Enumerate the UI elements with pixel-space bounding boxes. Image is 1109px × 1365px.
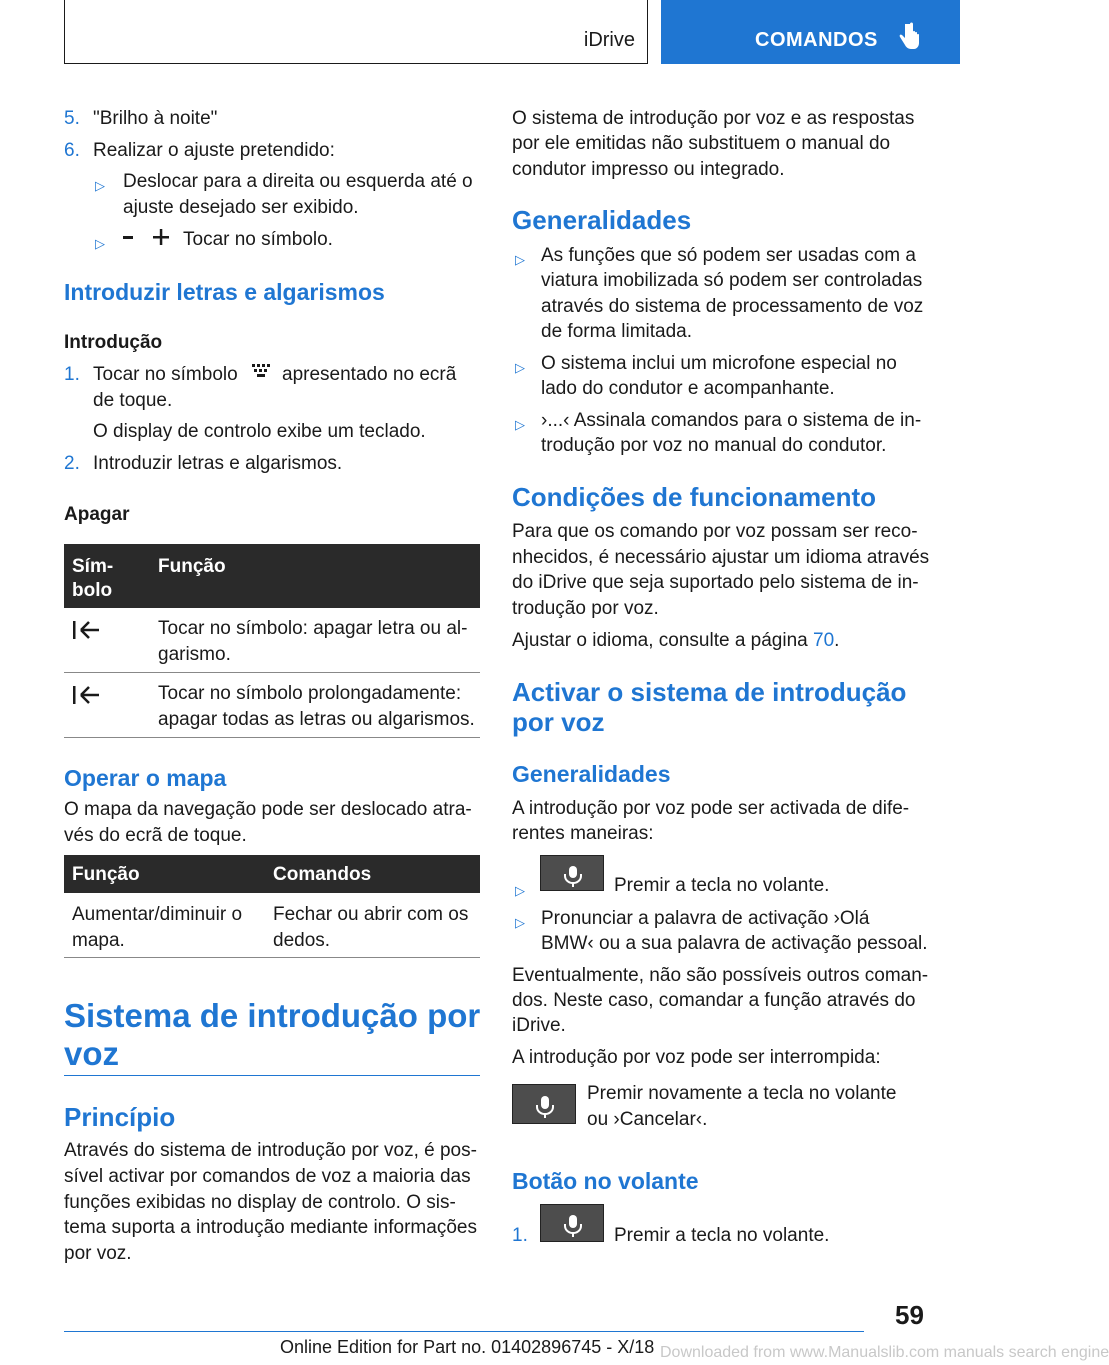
footer-rule — [64, 1331, 864, 1332]
heading-generalidades-2: Generalidades — [512, 761, 671, 787]
paragraph-line: por voz. — [64, 1243, 132, 1264]
table-cell: Aumentar/diminuir o — [72, 904, 243, 925]
step-number: 2. — [64, 453, 80, 474]
bullet-triangle-icon: ▷ — [95, 178, 105, 193]
backspace-icon — [72, 620, 100, 640]
table-cell: dedos. — [273, 930, 331, 951]
heading-principio: Princípio — [64, 1102, 176, 1132]
bullet-text: trodução por voz no manual do condutor. — [541, 435, 887, 456]
header-chapter-tab — [661, 0, 960, 64]
bullet-text: viatura imobilizada só podem ser controladas — [541, 270, 923, 291]
step-5 — [64, 106, 218, 131]
paragraph-line: A introdução por voz pode ser activada de dife- — [512, 798, 910, 819]
bullet-text: ›...‹ Assinala comandos para o sistema de in- — [541, 410, 922, 431]
bullet-text: Tocar no símbolo. — [183, 229, 333, 250]
hand-pointer-icon — [897, 22, 921, 52]
step-text: apresentado no ecrã — [282, 364, 457, 385]
bullet-text: O sistema inclui um microfone especial no — [541, 353, 897, 374]
header-chapter: COMANDOS — [755, 29, 878, 51]
paragraph-line: rentes maneiras: — [512, 823, 654, 844]
bullet-triangle-icon: ▷ — [515, 252, 525, 267]
table-header-cell: bolo — [72, 580, 113, 601]
bullet-triangle-icon: ▷ — [515, 915, 525, 930]
subheading-intro: Introdução — [64, 332, 163, 353]
paragraph-line: dos. Neste caso, comandar a função através do — [512, 990, 916, 1011]
page-reference-end: . — [834, 630, 840, 651]
bullet-text: de forma limitada. — [541, 321, 693, 342]
bullet-text: Pronunciar a palavra de activação ›Olá — [541, 908, 870, 929]
chapter-heading-line: voz — [64, 1035, 120, 1072]
table-cell: Tocar no símbolo: apagar letra ou al- — [158, 618, 468, 639]
table-header — [64, 855, 480, 893]
heading-activar-line: Activar o sistema de introdução — [512, 677, 907, 707]
page-reference-text: Ajustar o idioma, consulte a página — [512, 630, 814, 651]
table-header-cell: Função — [158, 556, 226, 577]
paragraph-line: Premir novamente a tecla no volante — [587, 1083, 897, 1104]
paragraph-line: nhecidos, é necessário ajustar um idioma através — [512, 547, 930, 568]
subheading-apagar: Apagar — [64, 504, 130, 525]
mic-button-icon — [540, 855, 604, 891]
table-row — [64, 673, 480, 738]
step-number: 1. — [512, 1225, 528, 1246]
step-number: 5. — [64, 108, 80, 129]
heading-activar-line: por voz — [512, 707, 605, 737]
bullet-text: Deslocar para a direita ou esquerda até o — [123, 171, 473, 192]
heading-rule — [64, 1075, 480, 1076]
table-header-cell: Comandos — [273, 864, 372, 885]
heading-generalidades: Generalidades — [512, 205, 692, 235]
footer-watermark: Downloaded from www.Manualslib.com manuals search engine — [660, 1344, 1109, 1361]
minus-plus-icon — [121, 229, 173, 247]
footer-edition: Online Edition for Part no. 01402896745 - X/18 — [280, 1337, 655, 1357]
paragraph-line: A introdução por voz pode ser interrompida: — [512, 1047, 881, 1068]
table-cell: apagar todas as letras ou algarismos. — [158, 709, 475, 730]
heading-map: Operar o mapa — [64, 765, 227, 791]
paragraph-line: O sistema de introdução por voz e as respostas — [512, 108, 915, 129]
step-text: "Brilho à noite" — [93, 108, 218, 129]
paragraph-line: Para que os comando por voz possam ser reco- — [512, 521, 918, 542]
paragraph-line: tema suporta a introdução mediante informações — [64, 1217, 477, 1238]
step-6 — [64, 138, 335, 163]
backspace-icon — [72, 685, 100, 705]
table-header-cell: Sím- — [72, 556, 114, 577]
bullet-triangle-icon: ▷ — [95, 236, 105, 251]
table-row — [64, 608, 480, 673]
paragraph-line: do iDrive que seja suportado pelo sistema de in- — [512, 572, 919, 593]
table-header-cell: Função — [72, 864, 140, 885]
table-header — [64, 544, 480, 608]
bullet-text: As funções que só podem ser usadas com a — [541, 245, 916, 266]
paragraph-line: vés do ecrã de toque. — [64, 825, 247, 846]
bullet-text: Premir a tecla no volante. — [614, 875, 830, 896]
paragraph-line: condutor impresso ou integrado. — [512, 159, 785, 180]
table-cell: garismo. — [158, 644, 231, 665]
paragraph-line: trodução por voz. — [512, 598, 659, 619]
step-text: Realizar o ajuste pretendido: — [93, 140, 335, 161]
step-number: 6. — [64, 140, 80, 161]
paragraph-line: sível activar por comandos de voz a maioria das — [64, 1166, 471, 1187]
bullet-triangle-icon: ▷ — [515, 360, 525, 375]
keyboard-icon — [250, 362, 272, 382]
table-row — [64, 893, 480, 958]
step-text: de toque. — [93, 390, 173, 411]
bullet-text: através do sistema de processamento de voz — [541, 296, 924, 317]
paragraph-line: O mapa da navegação pode ser deslocado atra- — [64, 799, 472, 820]
step-text: Premir a tecla no volante. — [614, 1225, 830, 1246]
paragraph-line: iDrive. — [512, 1015, 566, 1036]
chapter-heading-line: Sistema de introdução por — [64, 997, 481, 1034]
bullet-text: BMW‹ ou a sua palavra de activação pessoal. — [541, 933, 928, 954]
header-section-box — [64, 0, 648, 64]
bullet-text: ajuste desejado ser exibido. — [123, 197, 359, 218]
header-section: iDrive — [583, 29, 635, 51]
step-text: O display de controlo exibe um teclado. — [93, 421, 426, 442]
heading-letters: Introduzir letras e algarismos — [64, 279, 385, 305]
bullet-triangle-icon: ▷ — [515, 417, 525, 432]
page-link[interactable]: 70 — [813, 630, 835, 651]
table-cell: Tocar no símbolo prolongadamente: — [158, 683, 462, 704]
step-number: 1. — [64, 364, 80, 385]
bullet-triangle-icon: ▷ — [515, 883, 525, 898]
table-cell: mapa. — [72, 930, 125, 951]
mic-button-icon — [540, 1204, 604, 1242]
table-cell: Fechar ou abrir com os — [273, 904, 469, 925]
paragraph-line: ou ›Cancelar‹. — [587, 1109, 708, 1130]
step-text: Tocar no símbolo — [93, 364, 238, 385]
paragraph-line: Através do sistema de introdução por voz, é pos- — [64, 1140, 477, 1161]
paragraph-line: Eventualmente, não são possíveis outros coman- — [512, 965, 929, 986]
mic-button-icon — [512, 1084, 576, 1124]
step-text: Introduzir letras e algarismos. — [93, 453, 343, 474]
paragraph-line: por ele emitidas não substituem o manual do — [512, 133, 891, 154]
page-reference — [512, 628, 839, 653]
bullet-text: lado do condutor e acompanhante. — [541, 378, 835, 399]
heading-botao: Botão no volante — [512, 1168, 699, 1194]
page-number: 59 — [895, 1300, 924, 1330]
heading-condicoes: Condições de funcionamento — [512, 482, 877, 512]
paragraph-line: funções exibidas no display de controlo. O sis- — [64, 1192, 456, 1213]
